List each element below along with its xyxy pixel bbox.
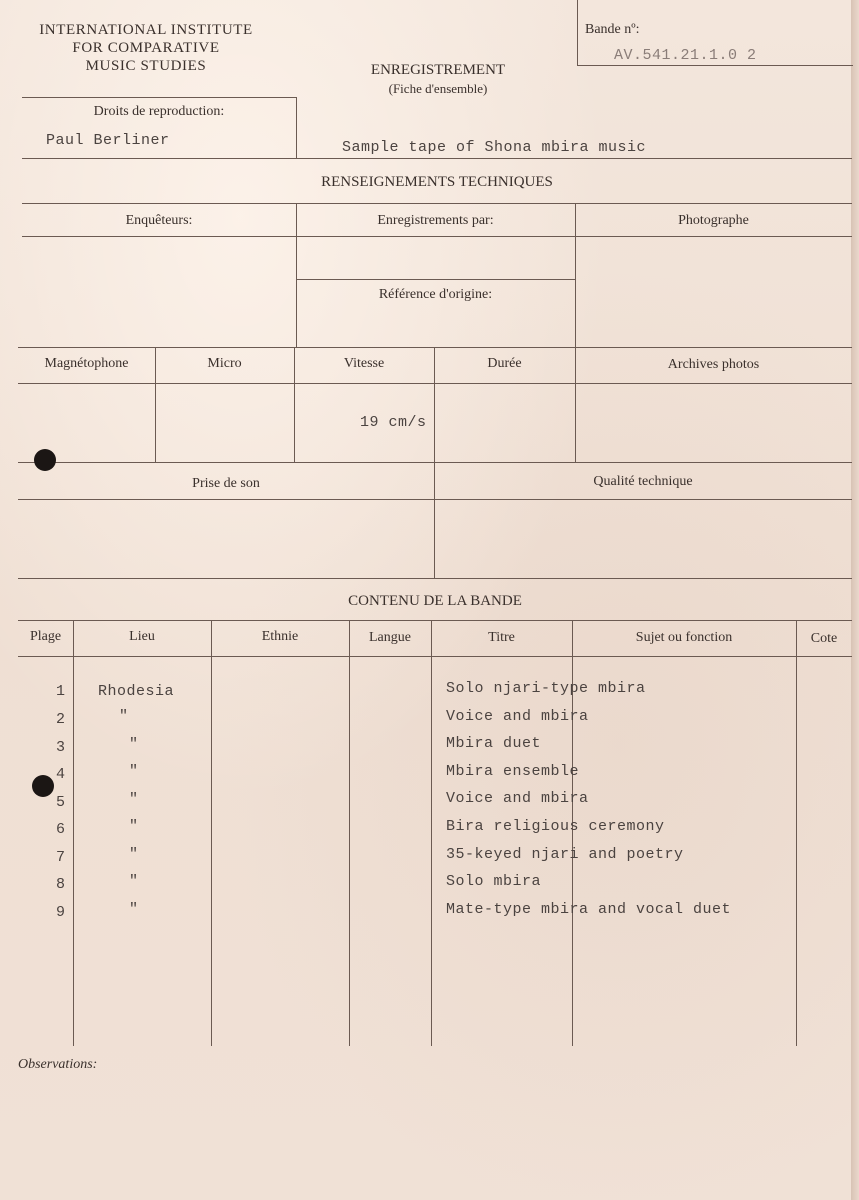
row-titre: 35-keyed njari and poetry [446, 846, 684, 863]
row-titre: Solo njari-type mbira [446, 680, 646, 697]
technique-title: RENSEIGNEMENTS TECHNIQUES [321, 174, 553, 190]
header-sujet: Sujet ou fonction [635, 630, 733, 645]
contenu-title: CONTENU DE LA BANDE [348, 593, 522, 609]
binder-hole [32, 775, 54, 797]
header-langue: Langue [369, 630, 411, 645]
bande-box-left [577, 0, 578, 65]
row-plage: 4 [56, 766, 66, 783]
rule-383 [18, 383, 852, 384]
header-lieu: Lieu [129, 629, 155, 644]
enregistrement-title: ENREGISTREMENT [370, 62, 506, 78]
rule-158 [22, 158, 852, 159]
binder-hole [34, 449, 56, 471]
observations-label: Observations: [18, 1057, 98, 1072]
vl-211 [211, 620, 212, 1046]
reference-label: Référence d'origine: [378, 287, 493, 302]
rule-203 [22, 203, 852, 204]
rule-620 [18, 620, 852, 621]
row-lieu: " [129, 818, 139, 835]
bande-box-bottom [577, 65, 853, 66]
vl-349 [349, 620, 350, 1046]
rule-656 [18, 656, 852, 657]
rule-236 [22, 236, 852, 237]
rule-462 [18, 462, 852, 463]
institution-line-1: INTERNATIONAL INSTITUTE [39, 22, 253, 38]
row-lieu: " [129, 763, 139, 780]
rule-279 [296, 279, 575, 280]
vitesse-label: Vitesse [343, 356, 385, 371]
row-titre: Voice and mbira [446, 790, 589, 807]
row-plage: 1 [56, 683, 66, 700]
row-plage: 3 [56, 739, 66, 756]
row-lieu: " [129, 846, 139, 863]
row-titre: Solo mbira [446, 873, 542, 890]
row-lieu: " [119, 708, 129, 725]
row-lieu: " [129, 736, 139, 753]
header-plage: Plage [29, 629, 62, 644]
row-titre: Mbira ensemble [446, 763, 580, 780]
archives-label: Archives photos [667, 357, 760, 372]
rule-578 [18, 578, 852, 579]
vl-796 [796, 620, 797, 1046]
row-lieu: Rhodesia [98, 683, 175, 700]
row-lieu: " [129, 901, 139, 918]
enqueteurs-label: Enquêteurs: [125, 213, 193, 228]
vl-73 [73, 620, 74, 1046]
droits-value: Paul Berliner [46, 132, 170, 149]
row-titre: Voice and mbira [446, 708, 589, 725]
institution-line-2: FOR COMPARATIVE [72, 40, 220, 56]
micro-label: Micro [207, 356, 242, 371]
row-plage: 2 [56, 711, 66, 728]
row-plage: 7 [56, 849, 66, 866]
enregistrements-par-label: Enregistrements par: [377, 213, 494, 228]
row-titre: Mate-type mbira and vocal duet [446, 901, 732, 918]
droits-label: Droits de reproduction: [93, 104, 225, 119]
row-titre: Mbira duet [446, 735, 542, 752]
header-ethnie: Ethnie [261, 629, 299, 644]
qualite-label: Qualité technique [593, 474, 693, 489]
prise-de-son-label: Prise de son [192, 476, 260, 491]
row-lieu: " [129, 873, 139, 890]
rule-499 [18, 499, 852, 500]
duree-label: Durée [487, 356, 522, 371]
row-lieu: " [129, 791, 139, 808]
header-titre: Titre [488, 630, 515, 645]
row-plage: 8 [56, 876, 66, 893]
row-titre: Bira religious ceremony [446, 818, 665, 835]
vitesse-value: 19 cm/s [360, 414, 427, 431]
droits-box-top [22, 97, 297, 98]
bande-label: Bande nº: [585, 22, 640, 37]
bande-number: AV.541.21.1.0 2 [614, 47, 757, 64]
vl-431 [431, 620, 432, 1046]
institution-line-3: MUSIC STUDIES [85, 58, 207, 74]
row-plage: 9 [56, 904, 66, 921]
droits-box-right [296, 97, 297, 159]
photographe-label: Photographe [678, 213, 749, 228]
row-plage: 5 [56, 794, 66, 811]
page-edge [851, 0, 859, 1200]
header-cote: Cote [810, 631, 838, 646]
row-plage: 6 [56, 821, 66, 838]
tape-description: Sample tape of Shona mbira music [342, 139, 647, 156]
magnetophone-label: Magnétophone [44, 356, 129, 371]
enregistrement-subtitle: (Fiche d'ensemble) [388, 81, 488, 96]
rule-347 [18, 347, 852, 348]
